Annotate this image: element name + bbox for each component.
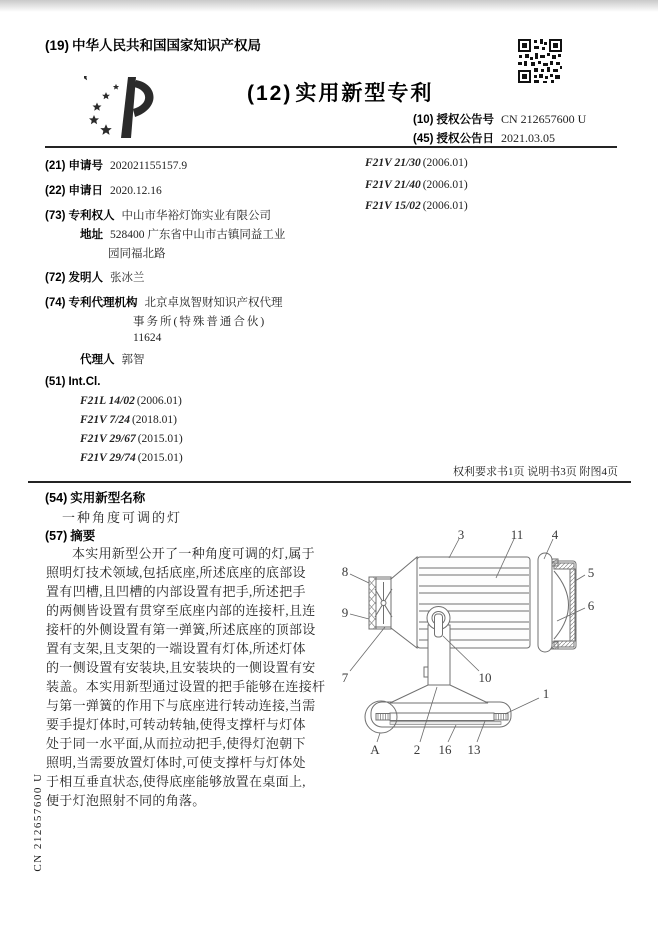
spring-left	[376, 714, 390, 721]
agent-name: 郭智	[121, 354, 145, 366]
qr-code	[517, 38, 563, 84]
abstract-text	[46, 544, 342, 810]
field-label: Int.Cl.	[68, 376, 101, 388]
figure-label-4: 4	[551, 527, 559, 542]
figure-label-2: 2	[413, 742, 421, 757]
figure-label-5: 5	[587, 565, 595, 580]
abstract-line: 置有凹槽,且凹槽的内部设置有把手,所述把手	[46, 584, 306, 599]
field-num: (74)	[45, 297, 66, 309]
publication-date-row	[413, 130, 555, 146]
mounting-ring	[538, 553, 552, 652]
pub-no-label: 授权公告号	[436, 114, 494, 126]
figure-label-11: 11	[510, 527, 524, 542]
inventor-row	[45, 269, 144, 285]
field-label: 发明人	[68, 272, 103, 284]
header-rule	[45, 146, 617, 148]
field-num: (51)	[45, 376, 66, 388]
figure-label-13: 13	[467, 742, 481, 757]
invention-title: 一种角度可调的灯	[62, 510, 183, 525]
abstract-line: 便于灯泡照射不同的角落。	[46, 793, 206, 808]
field-label: 摘要	[70, 529, 96, 543]
abstract-line: 装盖。本实用新型通过设置的把手能够在连接杆	[46, 679, 326, 694]
ipc-entry: F21V 29/74 (2015.01)	[80, 452, 183, 464]
field-num: (22)	[45, 185, 66, 197]
field-label: 申请日	[68, 185, 103, 197]
figure-label-7: 7	[341, 670, 349, 685]
ipc-entry: F21V 21/40 (2006.01)	[365, 179, 468, 191]
lens-housing	[549, 559, 576, 649]
ipc-entry: F21V 21/30 (2006.01)	[365, 157, 468, 169]
office-name: 中华人民共和国国家知识产权局	[72, 38, 262, 53]
page-top-shadow	[0, 0, 658, 12]
figure-label-10: 10	[478, 670, 492, 685]
address-row	[80, 226, 285, 242]
figure-label-9: 9	[341, 605, 349, 620]
application-number: 202021155157.9	[109, 160, 188, 172]
patentee-name: 中山市华裕灯饰实业有限公司	[121, 210, 271, 222]
title-section-header	[45, 488, 145, 506]
figure-label-1: 1	[542, 686, 550, 701]
pub-no-value: CN 212657600 U	[500, 112, 587, 126]
cnipa-logo-icon	[84, 76, 159, 142]
field-label: 专利代理机构	[68, 297, 138, 309]
pub-date-num: (45)	[413, 133, 434, 145]
figure-label-A: A	[370, 742, 380, 757]
pub-no-num: (10)	[413, 114, 434, 126]
field-num: (72)	[45, 272, 66, 284]
field-num: (21)	[45, 160, 66, 172]
abstract-line: 本实用新型公开了一种角度可调的灯,属于	[72, 546, 315, 561]
figure-label-3: 3	[457, 527, 465, 542]
abstract-line: 的两侧皆设置有贯穿至底座内部的连接杆,且连	[46, 603, 316, 618]
side-publication-code: CN 212657600 U	[32, 772, 44, 872]
abstract-line: 接杆的外侧设置有第一弹簧,所述底座的顶部设	[46, 622, 316, 637]
spring-right	[494, 714, 508, 721]
pub-date-value: 2021.03.05	[500, 131, 555, 145]
agency-line1: 北京卓岚智财知识产权代理	[144, 297, 283, 309]
field-label: 实用新型名称	[70, 491, 146, 505]
field-label: 申请号	[68, 160, 103, 172]
figure-label-16: 16	[438, 742, 452, 757]
figure-label-6: 6	[587, 598, 595, 613]
field-label: 地址	[80, 229, 103, 241]
cooling-fan	[369, 577, 392, 629]
abstract-line: 照明灯技术领域,包括底座,所述底座的底部设	[46, 565, 306, 580]
section-rule	[28, 481, 631, 483]
abstract-line: 的一侧设置有安装块,且安装块的一侧设置有安	[46, 660, 316, 675]
application-number-row	[45, 157, 187, 173]
office-num: (19)	[45, 38, 70, 53]
agent-row	[80, 351, 145, 367]
document-kind-title	[247, 77, 433, 107]
ipc-entry: F21L 14/02 (2006.01)	[80, 395, 182, 407]
pages-info: 权利要求书1页 说明书3页 附图4页	[453, 466, 618, 478]
ipc-entry: F21V 7/24 (2018.01)	[80, 414, 177, 426]
kind-title-text: 实用新型专利	[295, 82, 434, 105]
agency-line3: 11624	[133, 332, 162, 344]
lamp-rear-cone	[391, 557, 417, 648]
publication-number-row	[413, 111, 586, 127]
abstract-line: 与第一弹簧的作用下与底座进行转动连接,当需	[46, 698, 316, 713]
agency-line2: 事务所(特殊普通合伙)	[133, 316, 267, 328]
office-line	[45, 34, 261, 54]
application-date: 2020.12.16	[109, 185, 162, 197]
abstract-line: 置有支架,且支架的一端设置有灯体,所述灯体	[46, 641, 306, 656]
abstract-section-header	[45, 526, 95, 544]
ipc-entry: F21V 15/02 (2006.01)	[365, 200, 468, 212]
abstract-line: 处于同一水平面,从而拉动把手,使得灯泡朝下	[46, 736, 306, 751]
abstract-line: 要手提灯体时,可转动转轴,使得支撑杆与灯体	[46, 717, 306, 732]
address-line2: 园同福北路	[108, 248, 166, 260]
application-date-row	[45, 182, 162, 198]
field-num: (54)	[45, 491, 68, 505]
field-num: (57)	[45, 529, 68, 543]
intcl-row	[45, 376, 100, 388]
figure-label-8: 8	[341, 564, 349, 579]
inventor-name: 张冰兰	[109, 272, 145, 284]
address-line1: 528400 广东省中山市古镇同益工业	[110, 229, 286, 241]
abstract-line: 照明,当需要放置灯体时,可使支撑杆与灯体处	[46, 755, 306, 770]
field-label: 专利权人	[68, 210, 115, 222]
kind-num: (12)	[247, 82, 293, 105]
patentee-row	[45, 207, 271, 223]
field-num: (73)	[45, 210, 66, 222]
patent-figure	[333, 515, 655, 763]
agency-row	[45, 294, 282, 310]
field-label: 代理人	[80, 354, 115, 366]
pub-date-label: 授权公告日	[436, 133, 494, 145]
ipc-entry: F21V 29/67 (2015.01)	[80, 433, 183, 445]
abstract-line: 于相互垂直状态,使得底座能够放置在桌面上,	[46, 774, 306, 789]
